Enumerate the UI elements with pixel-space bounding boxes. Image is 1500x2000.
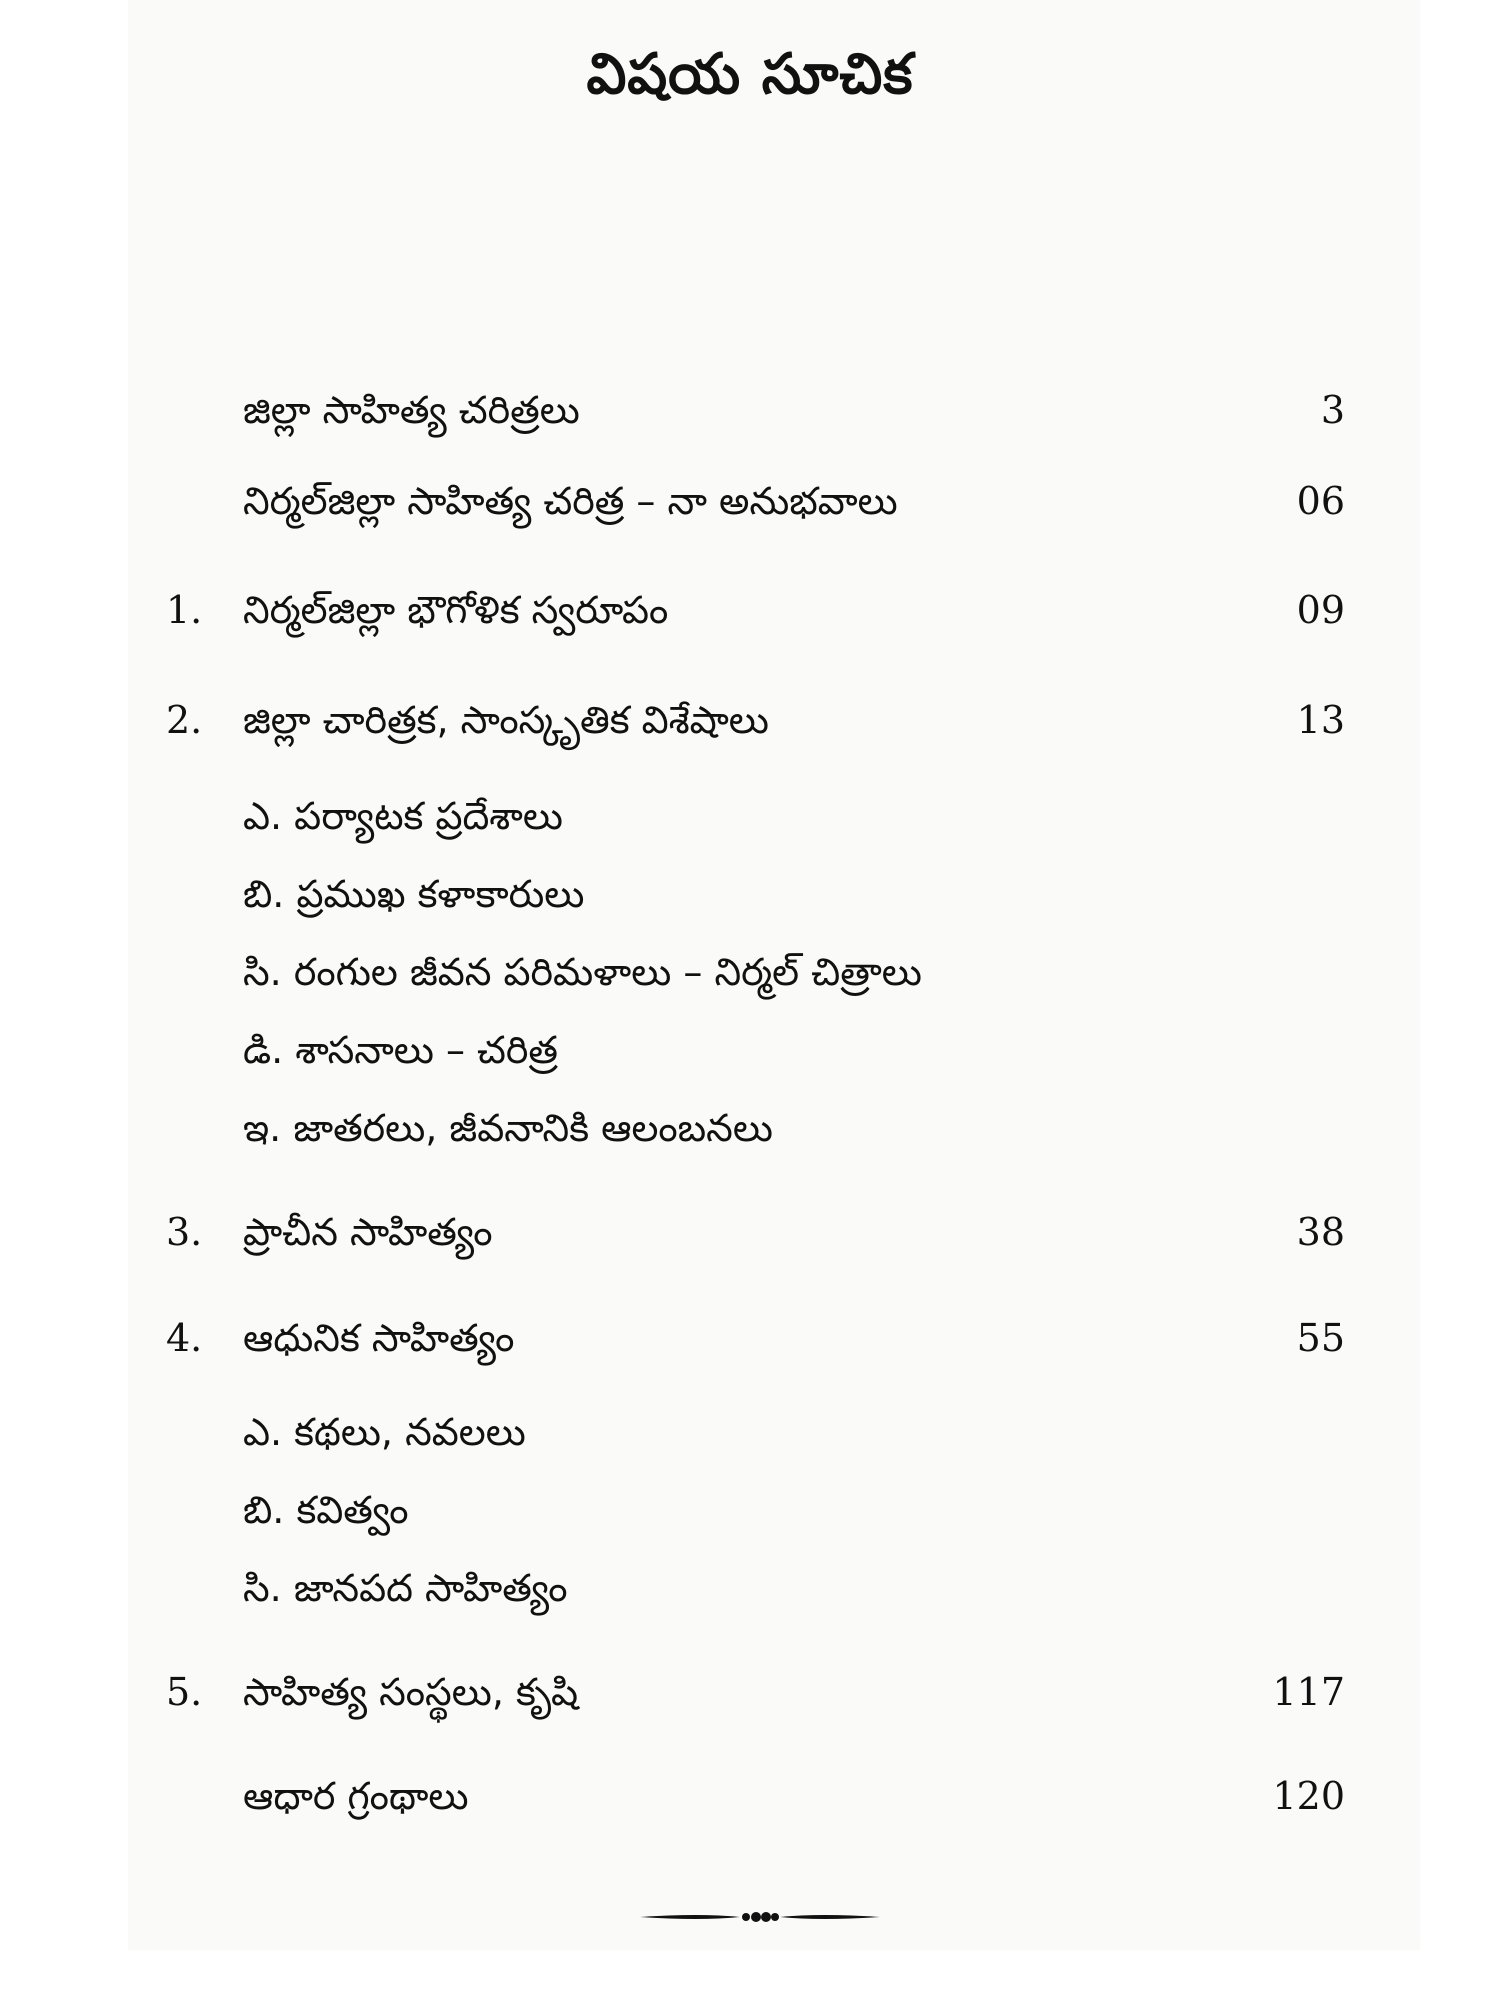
entry-label: జిల్లా సాహిత్య చరిత్రలు [243,388,580,432]
toc-entry [150,1764,1370,1824]
toc-entry [150,469,1370,529]
toc-subentry [150,1018,1370,1078]
toc-subentry [150,940,1370,1000]
page-title: విషయ సూచిక [586,42,914,107]
entry-label: జిల్లా చారిత్రక, సాంస్కృతిక విశేషాలు [243,698,769,742]
entry-label: ప్రాచీన సాహిత్యం [243,1210,493,1254]
entry-number: 5. [166,1670,203,1714]
entry-label: సి. రంగుల జీవన పరిమళాలు – నిర్మల్ చిత్రాలు [243,950,922,994]
toc-entry [150,578,1370,638]
entry-label: డి. శాసనాలు – చరిత్ర [243,1028,559,1072]
toc-entry [150,378,1370,438]
entry-page: 120 [1272,1774,1345,1818]
entry-label: సి. జానపద సాహిత్యం [243,1566,568,1610]
entry-page: 38 [1296,1210,1345,1254]
toc-subentry [150,784,1370,844]
entry-label: బి. కవిత్వం [243,1488,409,1532]
entry-number: 4. [166,1316,203,1360]
entry-page: 06 [1296,479,1345,523]
ornament-divider [640,1905,880,1929]
entry-label: నిర్మల్‌జిల్లా భౌగోళిక స్వరూపం [243,588,669,632]
entry-page: 13 [1296,698,1345,742]
toc-entry [150,1306,1370,1366]
toc-subentry [150,1400,1370,1460]
toc-subentry [150,1556,1370,1616]
entry-label: సాహిత్య సంస్థలు, కృషి [243,1670,579,1714]
entry-page: 117 [1272,1670,1345,1714]
entry-label: ఆధునిక సాహిత్యం [243,1316,515,1360]
entry-label: ఇ. జాతరలు, జీవనానికి ఆలంబనలు [243,1106,773,1150]
entry-number: 2. [166,698,203,742]
entry-label: ఆధార గ్రంథాలు [243,1774,469,1818]
toc-subentry [150,1096,1370,1156]
entry-label: ఎ. కథలు, నవలలు [243,1410,526,1454]
toc-subentry [150,862,1370,922]
entry-number: 3. [166,1210,203,1254]
toc-entry [150,1660,1370,1720]
entry-label: నిర్మల్‌జిల్లా సాహిత్య చరిత్ర – నా అనుభవాలు [243,479,898,523]
entry-page: 09 [1296,588,1345,632]
toc-subentry [150,1478,1370,1538]
entry-label: బి. ప్రముఖ కళాకారులు [243,872,585,916]
entry-number: 1. [166,588,203,632]
entry-page: 55 [1296,1316,1345,1360]
toc-entry [150,1200,1370,1260]
entry-label: ఎ. పర్యాటక ప్రదేశాలు [243,794,563,838]
entry-page: 3 [1320,388,1345,432]
toc-entry [150,688,1370,748]
